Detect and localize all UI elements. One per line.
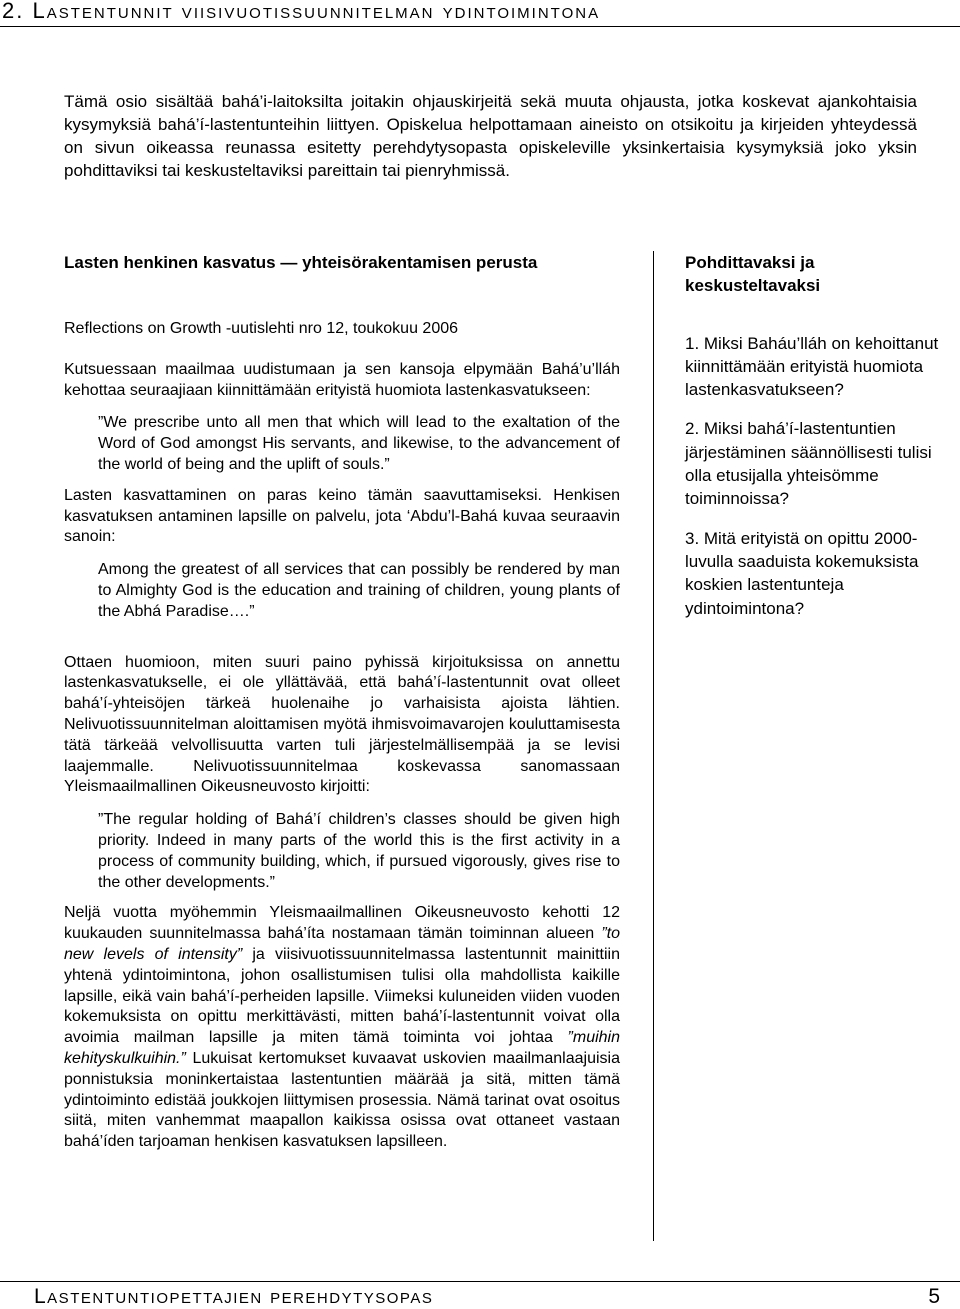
paragraph-3: Ottaen huomioon, miten suuri paino pyhissä kirjoituksissa on annettu lastenkasvatukselle, ei ole yllättävää, että bahá’í-lastentunnit ovat olleet bahá’í-yhteisöjen tärkeä huolenaihe jo varhaisista ajoista lähtien. Nelivuotissuunnitelman aloittamisen myötä ihmisvoimavarojen kouluttamisesta tätä tärkeää velvollisuutta varten tuli järjestelmällisempää ja se levisi laajemmalle. Nelivuotissuunnitelmaa koskevassa sanomassaan Yleismaailmallinen Oikeusneuvosto kirjoitti: — [64, 653, 620, 796]
paragraph-4-emphasis-2: ”muihin kehityskulkuihin.” — [64, 1029, 620, 1067]
paragraph-4 — [64, 903, 620, 1153]
intro-section — [64, 90, 917, 182]
quote-1 — [98, 413, 620, 475]
paragraph-4-part-c: Lukuisat kertomukset kuvaavat uskovien maailmanlaajuisia ponnistuksia moninkertaistaa lastentuntien määrää ja sitä, mitten tämä ydintoiminto edistää joukkojen liittymisen prosessia. Nämä tarinat ovat osoitus siitä, miten vanhemmat maapallon kaikissa osissa ovat ottaneet vastaan bahá’íden tarjoaman henkisen kasvatuksen lapsilleen. — [64, 1049, 620, 1151]
footer-title: Lastentuntiopettajien perehdytysopas — [34, 1285, 434, 1308]
paragraph-4-part-b: ja viisivuotissuunnitelmassa lastentunnit mainittiin yhtenä ydintoimintona, johon osallistumisen tulisi olla mahdollista kaikille lapsille, eikä vain bahá’í-perheiden lapsille. Viimeksi kuluneiden viiden vuoden kokemuksista on opittu merkittävästi, mitten bahá’í-lastentunnit voivat olla avoimia mailman lapsille ja miten tämä toiminta voi johtaa — [64, 945, 620, 1047]
chapter-title: 2. Lastentunnit viisivuotissuunnitelman ydintoimintona — [2, 0, 601, 23]
main-column — [64, 251, 620, 1153]
paragraph-2: Lasten kasvattaminen on paras keino tämän saavuttamiseksi. Henkisen kasvatuksen antaminen lapsille on palvelu, jota ‘Abdu’l-Bahá kuvaa seuraavin sanoin: — [64, 486, 620, 546]
section-title: Lasten henkinen kasvatus — yhteisörakentamisen perusta — [64, 253, 538, 272]
question-item: 1. Miksi Baháu’lláh on kehoittanut kiinnittämään erityistä huomiota lastenkasvatukseen? — [685, 333, 939, 400]
paragraph-4-emphasis-1: ”to new levels of intensity” — [64, 925, 620, 963]
side-title: Pohdittavaksi ja keskusteltavaksi — [685, 253, 821, 296]
source-line: Reflections on Growth -uutislehti nro 12, toukokuu 2006 — [64, 320, 459, 337]
question-item: 3. Mitä erityistä on opittu 2000-luvulla saaduista kokemuksista koskien lastentunteja ydintoimintona? — [685, 528, 919, 618]
column-divider — [653, 251, 654, 1241]
intro-paragraph: Tämä osio sisältää bahá’i-laitoksilta joitakin ohjauskirjeitä sekä muuta ohjausta, jotka koskevat ajankohtaisia kysymyksiä bahá’í-lastentunteihin liittyen. Opiskelua helpottamaan aineisto on otsikoitu ja kirjeiden yhteydessä on sivun oikeassa reunassa esitetty perehdytysopasta opiskeleville yksinkertaisia kysymyksiä joko yksin pohdittaviksi tai keskusteltaviksi pareittain tai pienryhmissä. — [64, 92, 917, 180]
question-item: 2. Miksi bahá’í-lastentuntien järjestäminen säännöllisesti tulisi olla etusijalla yhteisömme toiminnoissa? — [685, 419, 932, 509]
page-footer — [0, 1281, 960, 1309]
quote-1-text: ”We prescribe unto all men that which will lead to the exaltation of the Word of God amongst His servants, and likewise, to the advancement of the world of being and the uplift of souls.” — [98, 414, 620, 473]
page-number: 5 — [928, 1285, 940, 1308]
page-header — [0, 0, 960, 27]
paragraph-1: Kutsuessaan maailmaa uudistumaan ja sen kansoja elpymään Bahá’u’lláh kehottaa seuraajiaan kiinnittämään erityistä huomiota lastenkasvatukseen: — [64, 360, 620, 399]
quote-3-text: ”The regular holding of Bahá’í children’s classes should be given high priority. Indeed in many parts of the world this is the first activity in a process of community building, which, if pursued vigorously, gives rise to the other developments.” — [98, 811, 620, 891]
quote-2-text: Among the greatest of all services that can possibly be rendered by man to Almighty God is the education and training of children, young plants of the Abhá Paradise….” — [98, 561, 620, 620]
quote-3 — [98, 810, 620, 893]
paragraph-4-part-a: Neljä vuotta myöhemmin Yleismaailmallinen Oikeusneuvosto kehotti 12 kuukauden suunnitelmassa bahá’íta nostamaan tämän toiminnan alueen — [64, 904, 620, 943]
side-column — [685, 251, 945, 636]
quote-2 — [98, 560, 620, 622]
question-list — [685, 332, 945, 620]
